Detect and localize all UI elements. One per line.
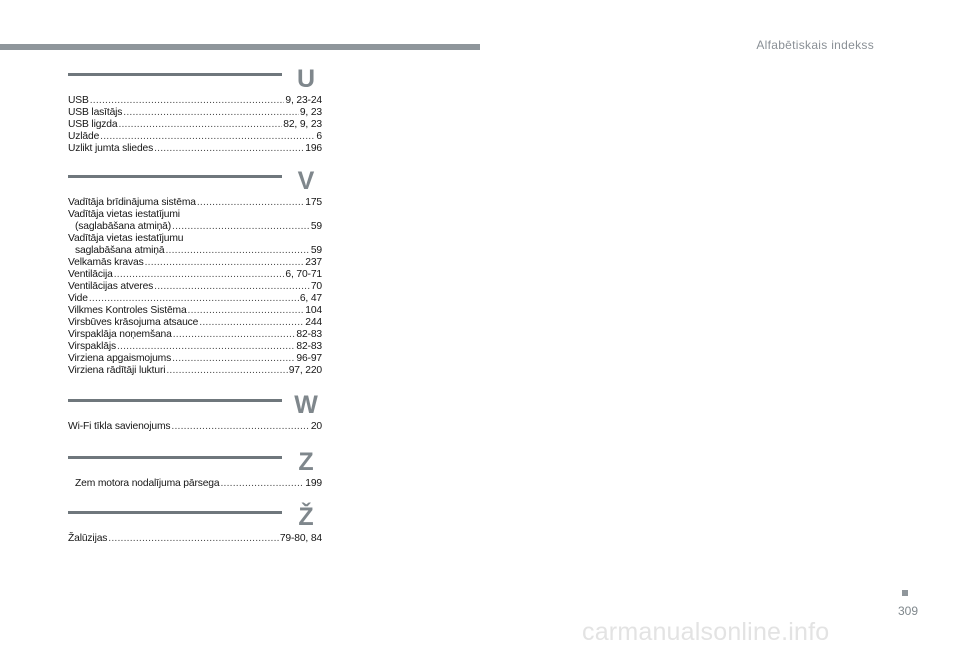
leader-dots (90, 95, 285, 107)
entry-pages: 82-83 (296, 341, 322, 352)
entry-label: Vadītāja brīdinājuma sistēma (68, 197, 196, 208)
entry-label: Žalūzijas (68, 533, 108, 544)
entry-label: Virziena apgaismojums (68, 353, 172, 364)
index-entry (68, 197, 322, 209)
index-entry (68, 421, 322, 433)
index-entry (68, 209, 322, 221)
entry-label: Ventilācijas atveres (68, 281, 154, 292)
leader-dots (89, 293, 299, 305)
entry-label: Ventilācija (68, 269, 113, 280)
entry-label: Virspaklājs (68, 341, 116, 352)
entry-label: (saglabāšana atmiņā) (75, 221, 172, 232)
entry-label: USB (68, 95, 89, 106)
index-entry (68, 119, 322, 131)
entry-label: USB lasītājs (68, 107, 123, 118)
entry-label: Vilkmes Kontroles Sistēma (68, 305, 187, 316)
page-number: 309 (898, 604, 919, 618)
entry-pages: 96-97 (296, 353, 322, 364)
index-entry (68, 95, 322, 107)
index-entry (68, 305, 322, 317)
entry-label: Vadītāja vietas iestatījumi (68, 209, 180, 220)
entry-label: Uzlikt jumta sliedes (68, 143, 154, 154)
leader-dots (108, 533, 279, 545)
entry-label: Virspaklāja noņemšana (68, 329, 172, 340)
leader-dots (114, 269, 285, 281)
entry-pages: 9, 23 (299, 107, 322, 118)
index-entry (68, 107, 322, 119)
index-entry (68, 341, 322, 353)
entry-pages: 20 (310, 421, 322, 432)
leader-dots (197, 197, 304, 209)
entry-label: Vide (68, 293, 88, 304)
section-rule (68, 511, 282, 514)
leader-dots (172, 221, 310, 233)
index-entry (68, 478, 322, 490)
entry-pages: 196 (305, 143, 322, 154)
entry-label: saglabāšana atmiņā (75, 245, 165, 256)
section-z (68, 448, 322, 490)
section-w (68, 391, 322, 433)
index-entry (68, 533, 322, 545)
leader-dots (172, 353, 295, 365)
leader-dots (117, 341, 295, 353)
leader-dots (199, 317, 304, 329)
top-rule (0, 44, 480, 50)
index-entry (68, 131, 322, 143)
index-entry (68, 365, 322, 377)
section-rule (68, 175, 282, 178)
entry-pages: 82, 9, 23 (283, 119, 322, 130)
leader-dots (123, 107, 299, 119)
entry-pages: 9, 23-24 (285, 95, 322, 106)
entry-label: Wi-Fi tīkla savienojums (68, 421, 171, 432)
section-v (68, 167, 322, 377)
entry-pages: 244 (305, 317, 322, 328)
leader-dots (188, 305, 305, 317)
leader-dots (165, 245, 309, 257)
entry-pages: 59 (310, 245, 322, 256)
section-letter: Z (298, 448, 314, 476)
index-entry (68, 233, 322, 245)
section-letter: W (294, 391, 318, 419)
leader-dots (154, 281, 310, 293)
leader-dots (145, 257, 305, 269)
entry-label: USB ligzda (68, 119, 118, 130)
entry-pages: 82-83 (296, 329, 322, 340)
section-letter: U (296, 65, 316, 93)
index-entry (68, 143, 322, 155)
entry-label: Virsbūves krāsojuma atsauce (68, 317, 199, 328)
section-letter: V (297, 167, 315, 195)
entry-label: Vadītāja vietas iestatījumu (68, 233, 184, 244)
entry-pages: 6, 47 (299, 293, 322, 304)
leader-dots (100, 131, 315, 143)
section-zh (68, 503, 322, 545)
section-letter: Ž (298, 503, 314, 531)
entry-pages: 97, 220 (288, 365, 322, 376)
entry-label: Virziena rādītāji lukturi (68, 365, 166, 376)
section-header (68, 448, 322, 478)
section-rule (68, 456, 282, 459)
index-entry (68, 293, 322, 305)
entry-pages: 104 (305, 305, 322, 316)
index-entry (68, 317, 322, 329)
section-header (68, 391, 322, 421)
entry-pages: 70 (310, 281, 322, 292)
index-entry (68, 329, 322, 341)
index-entry (68, 245, 322, 257)
index-entry (68, 353, 322, 365)
page-marker (902, 590, 908, 596)
section-rule (68, 399, 282, 402)
entry-label: Uzlāde (68, 131, 100, 142)
section-u (68, 65, 322, 155)
section-header (68, 65, 322, 95)
leader-dots (171, 421, 309, 433)
entry-label: Velkamās kravas (68, 257, 144, 268)
leader-dots (220, 478, 304, 490)
leader-dots (173, 329, 296, 341)
running-header: Alfabētiskais indekss (756, 38, 874, 52)
entry-pages: 175 (305, 197, 322, 208)
entry-pages: 59 (310, 221, 322, 232)
index-entry (68, 221, 322, 233)
leader-dots (154, 143, 304, 155)
entry-pages: 79-80, 84 (279, 533, 322, 544)
entry-pages: 237 (305, 257, 322, 268)
section-rule (68, 73, 282, 76)
index-entry (68, 269, 322, 281)
entry-pages: 6 (316, 131, 322, 142)
leader-dots (166, 365, 287, 377)
index-entry (68, 257, 322, 269)
watermark: carmanualsonline.info (582, 618, 830, 646)
entry-label: Zem motora nodalījuma pārsega (75, 478, 220, 489)
index-entry (68, 281, 322, 293)
entry-pages: 6, 70-71 (285, 269, 322, 280)
section-header (68, 167, 322, 197)
entry-pages: 199 (305, 478, 322, 489)
leader-dots (118, 119, 282, 131)
section-header (68, 503, 322, 533)
